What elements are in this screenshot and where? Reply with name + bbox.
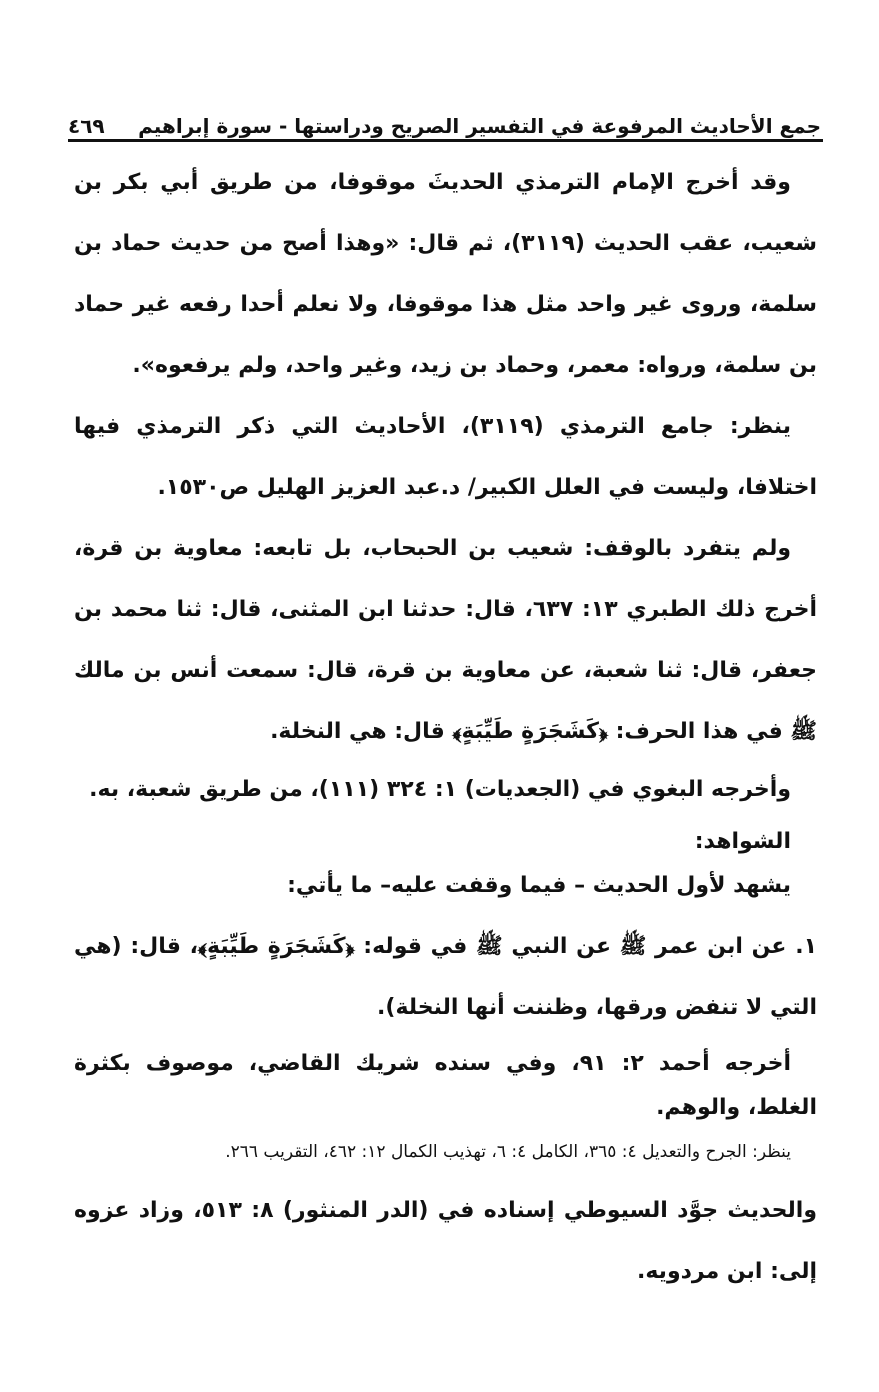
running-header (68, 98, 821, 138)
section-intro: يشهد لأول الحديث – فيما وقفت عليه– ما يأتي: (287, 873, 791, 898)
header-rule (68, 139, 823, 142)
page-number: ٤٦٩ (68, 114, 105, 138)
paragraph-baghawi: وأخرجه البغوي في (الجعديات) ١: ٣٢٤ (١١١)، من طريق شعبة، به. (89, 777, 791, 802)
section-heading-shawahid: الشواهد: (694, 829, 791, 854)
paragraph-takhrij-ahmad: أخرجه أحمد ٢: ٩١، وفي سنده شريك القاضي، موصوف بكثرة الغلط، والوهم. (74, 1051, 817, 1120)
paragraph-suyuti: والحديث جوَّد السيوطي إسناده في (الدر المنثور) ٨: ٥١٣، وزاد عزوه إلى: ابن مردويه. (74, 1198, 817, 1284)
paragraph-reference-jami: ينظر: جامع الترمذي (٣١١٩)، الأحاديث التي ذكر الترمذي فيها اختلافا، وليست في العلل الكبير/ د.عبد العزيز الهليل ص١٥٣٠. (74, 414, 817, 500)
paragraph-mutabaah: ولم يتفرد بالوقف: شعيب بن الحبحاب، بل تابعه: معاوية بن قرة، أخرج ذلك الطبري ١٣: ٦٣٧، قال: حدثنا ابن المثنى، قال: ثنا محمد بن جعفر، قال: ثنا شعبة، عن معاوية بن قرة، قال: سمعت أنس بن مالك ﷺ في هذا الحرف: ﴿كَشَجَرَةٍ طَيِّبَةٍ﴾ قال: هي النخلة. (74, 536, 818, 744)
paragraph-rijal-references: ينظر: الجرح والتعديل ٤: ٣٦٥، الكامل ٤: ٦، تهذيب الكمال ١٢: ٤٦٢، التقريب ٢٦٦. (225, 1142, 791, 1162)
page-body (74, 152, 817, 1302)
running-title: جمع الأحاديث المرفوعة في التفسير الصريح ودراستها - سورة إبراهيم (138, 114, 821, 138)
list-item-ibn-umar: ١. عن ابن عمر ﷺ عن النبي ﷺ في قوله: ﴿كَشَجَرَةٍ طَيِّبَةٍ﴾، قال: (هي التي لا تنفض ورقها، وظننت أنها النخلة). (74, 934, 817, 1020)
paragraph-tirmidhi-mawquf: وقد أخرج الإمام الترمذي الحديثَ موقوفا، من طريق أبي بكر بن شعيب، عقب الحديث (٣١١٩)، ثم قال: «وهذا أصح من حديث حماد بن سلمة، وروى غير واحد مثل هذا موقوفا، ولا نعلم أحدا رفعه غير حماد بن سلمة، ورواه: معمر، وحماد بن زيد، وغير واحد، ولم يرفعوه». (74, 170, 818, 378)
